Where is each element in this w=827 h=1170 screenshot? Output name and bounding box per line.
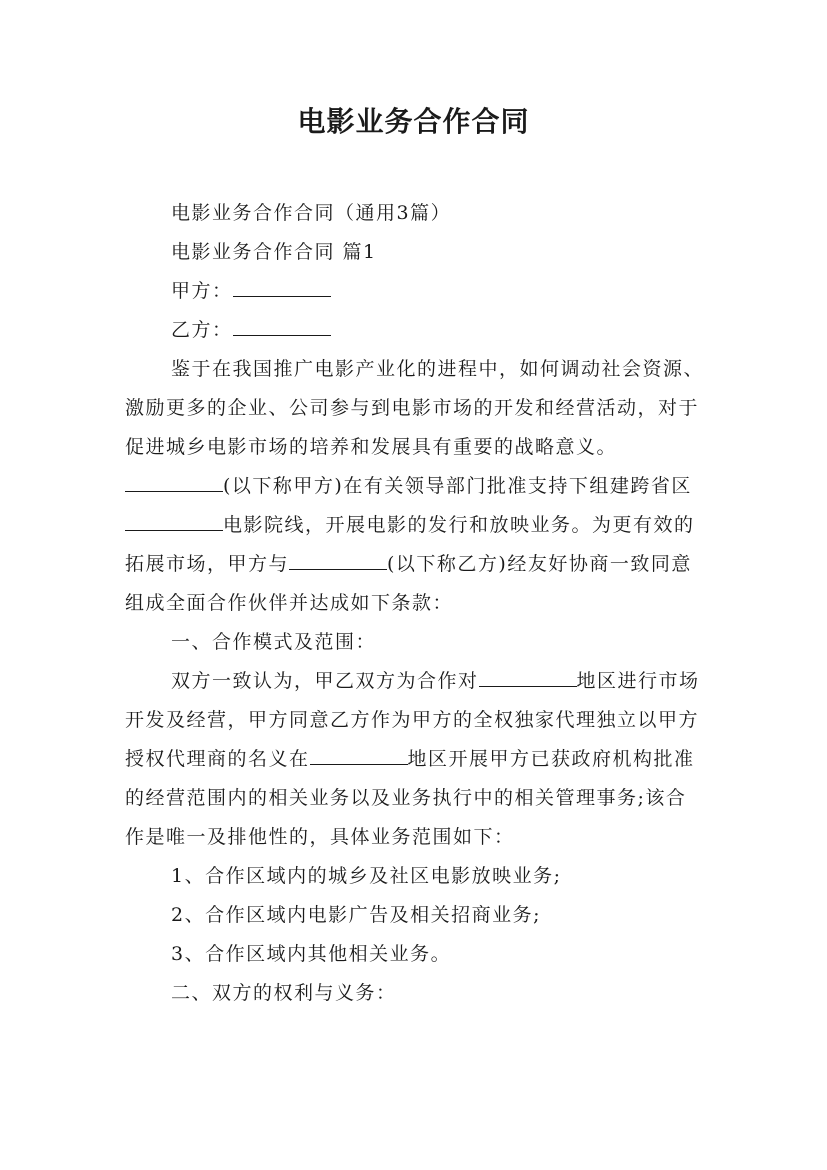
clause2-heading: 二、双方的权利与义务： (171, 982, 397, 1004)
intro-text-1: 鉴于在我国推广电影产业化的进程中，如何调动社会资源、激励更多的企业、公司参与到电影市场的开发和经营活动，对于促进城乡电影市场的培养和发展具有重要的战略意义。 (125, 358, 705, 458)
party-b-label: 乙方： (171, 319, 233, 341)
clause1-text-3: 地区开展甲方已获政府机构批准的经营范围内的相关业务以及业务执行中的相关管理事务;该合作是唯一及排他性的，具体业务范围如下： (125, 748, 695, 848)
party-b-line (125, 311, 705, 350)
intro-text-2: (以下称甲方)在有关领导部门批准支持下组建跨省区 (223, 475, 692, 497)
intro-paragraph (125, 350, 705, 623)
clause1-heading: 一、合作模式及范围： (171, 631, 377, 653)
document-title: 电影业务合作合同 (297, 105, 530, 138)
section-heading: 电影业务合作合同 篇1 (171, 241, 377, 263)
intro-blank-1 (125, 467, 223, 492)
clause1-text-2: 地区进行市场开发及经营，甲方同意乙方作为甲方的全权独家代理独立以甲方授权代理商的名义在 (125, 670, 700, 770)
document-body (125, 194, 705, 1013)
clause1-text-1: 双方一致认为，甲乙双方为合作对 (171, 670, 479, 692)
clause1-item: 3、合作区域内其他相关业务。 (171, 943, 452, 965)
clause1-paragraph (125, 662, 705, 857)
intro-blank-2 (125, 506, 223, 531)
intro-text-4: (以下称乙方)经友好协商一致同意组成全面合作伙伴并达成如下条款： (125, 553, 692, 614)
party-a-blank (233, 272, 331, 297)
clause1-item: 2、合作区域内电影广告及相关招商业务; (171, 904, 541, 926)
clause1-item: 1、合作区域内的城乡及社区电影放映业务; (171, 865, 562, 887)
intro-text-3: 电影院线，开展电影的发行和放映业务。为更有效的拓展市场，甲方与 (125, 514, 695, 575)
document-subtitle: 电影业务合作合同（通用3篇） (171, 202, 452, 224)
clause1-blank-1 (479, 662, 577, 687)
party-a-label: 甲方： (171, 280, 233, 302)
clause1-blank-2 (310, 740, 408, 765)
party-b-blank (233, 311, 331, 336)
intro-blank-3 (289, 545, 387, 570)
party-a-line (125, 272, 705, 311)
